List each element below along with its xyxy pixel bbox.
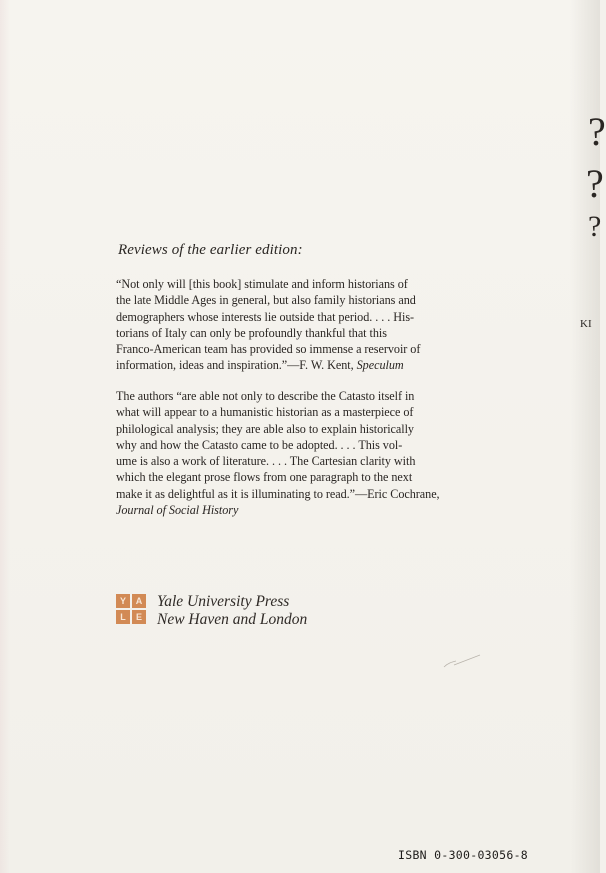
logo-tile: L (116, 610, 130, 624)
review-line: what will appear to a humanistic historian as a masterpiece of (116, 405, 414, 420)
logo-tile: A (132, 594, 146, 608)
logo-tile: Y (116, 594, 130, 608)
review-source: Journal of Social History (116, 503, 239, 518)
review-line: make it as delightful as it is illuminating to read.”—Eric Cochrane, (116, 486, 440, 501)
publisher-location: New Haven and London (157, 611, 308, 628)
review-line: ume is also a work of literature. . . . The Cartesian clarity with (116, 454, 416, 469)
review-line: why and how the Catasto came to be adopted. . . . This vol- (116, 437, 403, 452)
review-source: Speculum (356, 358, 404, 373)
review-line: “Not only will [this book] stimulate and inform historians of (116, 277, 408, 291)
edge-text-fragment: KI (580, 318, 592, 330)
review-line: The authors “are able not only to describe the Catasto itself in (116, 389, 415, 403)
publisher-text (157, 593, 307, 629)
reviews-heading: Reviews of the earlier edition: (118, 242, 303, 258)
publisher-name: Yale University Press (157, 593, 290, 610)
review-line: the late Middle Ages in general, but also family historians and (116, 293, 416, 308)
yale-logo (116, 594, 146, 624)
review-line: Franco-American team has provided so immense a reservoir of (116, 342, 421, 357)
pencil-mark (442, 653, 482, 669)
isbn-number: ISBN 0-300-03056-8 (398, 848, 529, 862)
edge-glyph: ? (588, 109, 606, 154)
review-line: philological analysis; they are able also to explain historically (116, 421, 414, 436)
review-cochrane (116, 388, 486, 518)
publisher-imprint (116, 593, 307, 629)
review-line: torians of Italy can only be profoundly thankful that this (116, 325, 387, 340)
review-line-last (116, 357, 486, 373)
edge-glyph: ? (586, 161, 604, 206)
review-line: demographers whose interests lie outside that period. . . . His- (116, 309, 415, 324)
edge-glyph: ? (588, 210, 602, 243)
review-attribution: information, ideas and inspiration.”—F. W. Kent, (116, 358, 357, 373)
review-line: which the elegant prose flows from one paragraph to the next (116, 470, 413, 485)
logo-tile: E (132, 610, 146, 624)
review-kent (116, 276, 486, 374)
